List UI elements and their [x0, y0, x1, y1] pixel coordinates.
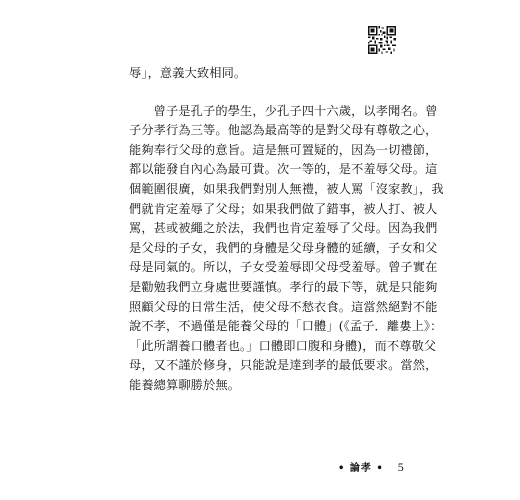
text-line: 都以能發自內心為最可貴。次一等的，是不羞辱父母。這 [129, 162, 438, 177]
text-line: 照顧父母的日常生活，使父母不愁衣食。這當然絕對不能 [129, 299, 438, 314]
page-footer [338, 459, 404, 475]
text-line: 母，又不謹於修身，只能說是達到孝的最低要求。當然， [129, 358, 438, 373]
body-text [129, 64, 444, 396]
text-line: 是勸勉我們立身處世要謹慎。孝行的最下等，就是只能夠 [129, 279, 438, 294]
text-line: 子分孝行為三等。他認為最高等的是對父母有尊敬之心， [129, 123, 438, 138]
text-line: 是父母的子女，我們的身體是父母身體的延續，子女和父 [129, 240, 438, 255]
paragraph [129, 102, 444, 396]
text-line: 說不孝，不過僅是能養父母的「口體」(《孟子．離婁上》： [129, 319, 443, 334]
qr-code-icon [368, 26, 396, 54]
text-line: 罵，甚或被繩之於法，我們也肯定羞辱了父母。因為我們 [129, 221, 438, 236]
text-line: 們就肯定羞辱了父母；如果我們做了錯事，被人打、被人 [129, 201, 438, 216]
paragraph-gap [129, 84, 391, 102]
page-number: 5 [397, 460, 404, 474]
running-head: • 論孝 • [338, 463, 384, 474]
text-line: 能夠奉行父母的意旨。這是無可置疑的，因為一切禮節， [129, 142, 438, 157]
text-line: 個範圍很廣，如果我們對別人無禮，被人罵「沒家教」，我 [129, 181, 444, 196]
continuation-line: 辱」，意義大致相同。 [129, 66, 247, 80]
text-line: 「此所謂養口體者也。」口體即口腹和身體)，而不尊敬父 [129, 338, 437, 353]
text-line: 能養總算聊勝於無。 [129, 377, 241, 392]
text-line: 母是同氣的。所以，子女受羞辱即父母受羞辱。曾子實在 [129, 260, 438, 275]
text-line: 曾子是孔子的學生，少孔子四十六歲，以孝聞名。曾 [129, 103, 438, 118]
